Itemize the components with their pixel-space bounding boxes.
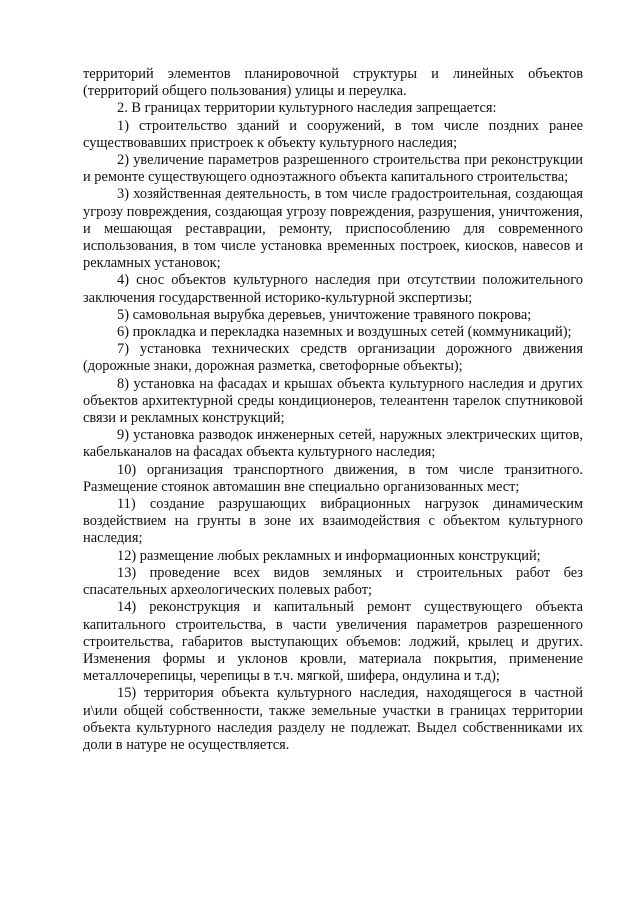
paragraph-item-11: 11) создание разрушающих вибрационных нагрузок динамическим воздействием на грунты в зоне их взаимодействия с объектом культурного наследия; <box>83 496 583 547</box>
paragraph-item-14: 14) реконструкция и капитальный ремонт существующего объекта капитального строительства, в части увеличения параметров разрешенного строительства, габаритов выступающих объемов: лоджий, крылец и других. Изменения формы и уклонов кровли, материала покрытия, применение металлочерепицы, черепицы в т.ч. мягкой, шифера, ондулина и т.д); <box>83 599 583 685</box>
paragraph-item-2: 2) увеличение параметров разрешенного строительства при реконструкции и ремонте существующего одноэтажного объекта капитального строительства; <box>83 152 583 186</box>
paragraph-item-3: 3) хозяйственная деятельность, в том числе градостроительная, создающая угрозу повреждения, создающая угрозу повреждения, разрушения, уничтожения, и мешающая реставрации, ремонту, приспособлению для современного использования, в том числе установка временных построек, киосков, навесов и рекламных установок; <box>83 186 583 272</box>
paragraph-continuation: территорий элементов планировочной структуры и линейных объектов (территорий общего пользования) улицы и переулка. <box>83 66 583 100</box>
paragraph-item-13: 13) проведение всех видов земляных и строительных работ без спасательных археологических полевых работ; <box>83 564 583 599</box>
document-body <box>83 66 583 754</box>
paragraph-item-4: 4) снос объектов культурного наследия при отсутствии положительного заключения государственной историко-культурной экспертизы; <box>83 272 583 306</box>
paragraph-item-7: 7) установка технических средств организации дорожного движения (дорожные знаки, дорожная разметка, светофорные объекты); <box>83 341 583 375</box>
paragraph-item-15: 15) территория объекта культурного наследия, находящегося в частной и\или общей собственности, также земельные участки в границах территории объекта культурного наследия разделу не подлежат. Выдел собственниками их доли в натуре не осуществляется. <box>83 685 583 753</box>
paragraph-section-2-heading: 2. В границах территории культурного наследия запрещается: <box>117 100 497 117</box>
paragraph-item-6: 6) прокладка и перекладка наземных и воздушных сетей (коммуникаций); <box>117 324 572 341</box>
paragraph-item-9: 9) установка разводок инженерных сетей, наружных электрических щитов, кабельканалов на фасадах объекта культурного наследия; <box>83 427 583 461</box>
paragraph-item-8: 8) установка на фасадах и крышах объекта культурного наследия и других объектов архитектурной среды кондиционеров, телеантенн тарелок спутниковой связи и рекламных конструкций; <box>83 375 583 427</box>
paragraph-item-1: 1) строительство зданий и сооружений, в том числе поздних ранее существовавших пристроек к объекту культурного наследия; <box>83 117 583 151</box>
paragraph-item-10: 10) организация транспортного движения, в том числе транзитного. Размещение стоянок автомашин вне специально организованных мест; <box>83 461 583 495</box>
paragraph-item-12: 12) размещение любых рекламных и информационных конструкций; <box>117 547 541 564</box>
paragraph-item-5: 5) самовольная вырубка деревьев, уничтожение травяного покрова; <box>117 306 532 323</box>
